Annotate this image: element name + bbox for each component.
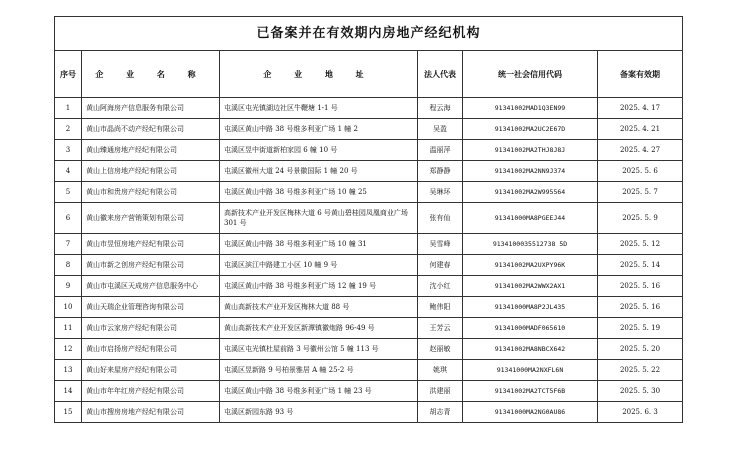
cell-expiry: 2025. 5. 14 <box>598 255 683 276</box>
table-row <box>55 381 683 402</box>
cell-seq: 9 <box>55 276 82 297</box>
cell-address: 屯溪区黄山中路 38 号维多利亚广场 12 幢 19 号 <box>220 276 418 297</box>
cell-company: 黄山市和贵房产经纪有限公司 <box>82 182 220 203</box>
cell-address: 黄山高新技术产业开发区梅林大道 88 号 <box>220 297 418 318</box>
cell-code: 91341000MADF065610 <box>463 318 598 339</box>
table-row <box>55 255 683 276</box>
header-expiry: 备案有效期 <box>598 51 683 98</box>
cell-legal: 姚琪 <box>418 360 463 381</box>
cell-address: 屯溪区黄山中路 38 号维多利亚广场 1 幢 2 <box>220 119 418 140</box>
header-address: 企 业 地 址 <box>220 51 418 98</box>
cell-address: 屯溪区新园东路 93 号 <box>220 402 418 423</box>
cell-seq: 13 <box>55 360 82 381</box>
cell-legal: 何建春 <box>418 255 463 276</box>
cell-seq: 7 <box>55 234 82 255</box>
table-row <box>55 119 683 140</box>
cell-expiry: 2025. 4. 17 <box>598 98 683 119</box>
cell-company: 黄山市屯溪区天成房产信息服务中心 <box>82 276 220 297</box>
header-legal: 法人代表 <box>418 51 463 98</box>
cell-expiry: 2025. 4. 27 <box>598 140 683 161</box>
cell-code: 91341002MA2WWX2AX1 <box>463 276 598 297</box>
cell-legal: 鲍伟阳 <box>418 297 463 318</box>
header-code: 统一社会信用代码 <box>463 51 598 98</box>
cell-legal: 郑静静 <box>418 161 463 182</box>
cell-code: 91341002MA2UXPY96K <box>463 255 598 276</box>
cell-legal: 赵丽敏 <box>418 339 463 360</box>
cell-expiry: 2025. 5. 19 <box>598 318 683 339</box>
cell-legal: 王芳云 <box>418 318 463 339</box>
cell-code: 91341002MA8NBCX642 <box>463 339 598 360</box>
cell-address: 屯溪区黄山中路 38 号维多利亚广场 1 幢 23 号 <box>220 381 418 402</box>
registry-sheet <box>54 16 682 423</box>
cell-legal: 温丽萍 <box>418 140 463 161</box>
cell-legal: 洪建丽 <box>418 381 463 402</box>
cell-company: 黄山徽来房产营销策划有限公司 <box>82 203 220 234</box>
cell-seq: 11 <box>55 318 82 339</box>
agency-table <box>54 16 683 423</box>
table-row <box>55 402 683 423</box>
header-seq: 序号 <box>55 51 82 98</box>
cell-code: 91341002MA2W995564 <box>463 182 598 203</box>
cell-seq: 4 <box>55 161 82 182</box>
cell-address: 屯溪区徽州大道 24 号景徽国际 1 幢 20 号 <box>220 161 418 182</box>
cell-expiry: 2025. 5. 16 <box>598 276 683 297</box>
cell-expiry: 2025. 5. 20 <box>598 339 683 360</box>
table-row <box>55 98 683 119</box>
table-row <box>55 360 683 381</box>
table-body <box>55 98 683 423</box>
cell-address: 屯溪区屯光镇湖边社区牛鞭塘 1-1 号 <box>220 98 418 119</box>
table-row <box>55 318 683 339</box>
cell-expiry: 2025. 5. 16 <box>598 297 683 318</box>
cell-seq: 12 <box>55 339 82 360</box>
table-row <box>55 140 683 161</box>
cell-code: 9134100035512738 5D <box>463 234 598 255</box>
cell-company: 黄山市云家房产经纪有限公司 <box>82 318 220 339</box>
table-row <box>55 203 683 234</box>
cell-code: 91341000MA2NXFL6N <box>463 360 598 381</box>
cell-legal: 程云海 <box>418 98 463 119</box>
table-row <box>55 276 683 297</box>
cell-code: 91341000MA8P2JL435 <box>463 297 598 318</box>
table-row <box>55 234 683 255</box>
cell-seq: 2 <box>55 119 82 140</box>
cell-legal: 吴雪峰 <box>418 234 463 255</box>
table-row <box>55 297 683 318</box>
cell-seq: 8 <box>55 255 82 276</box>
cell-address: 屯溪区屯光镇杜屋前路 3 号徽州公馆 5 幢 113 号 <box>220 339 418 360</box>
cell-company: 黄山阿海房产信息服务有限公司 <box>82 98 220 119</box>
cell-seq: 15 <box>55 402 82 423</box>
cell-legal: 吴盈 <box>418 119 463 140</box>
cell-expiry: 2025. 4. 21 <box>598 119 683 140</box>
cell-company: 黄山上信房地产经纪有限公司 <box>82 161 220 182</box>
cell-address: 黄山高新技术产业开发区新潭镇徽炮路 96-49 号 <box>220 318 418 339</box>
cell-company: 黄山市昱恒房地产经纪有限公司 <box>82 234 220 255</box>
page-title: 已备案并在有效期内房地产经纪机构 <box>55 17 683 51</box>
cell-code: 91341002MA2TCT5F6B <box>463 381 598 402</box>
cell-expiry: 2025. 5. 22 <box>598 360 683 381</box>
cell-code: 91341000MA2NG0AU86 <box>463 402 598 423</box>
cell-seq: 3 <box>55 140 82 161</box>
cell-address: 屯溪区滨江中路建工小区 10 幢 9 号 <box>220 255 418 276</box>
cell-address: 高新技术产业开发区梅林大道 6 号黄山碧桂园凤凰商业广场 301 号 <box>220 203 418 234</box>
cell-expiry: 2025. 5. 12 <box>598 234 683 255</box>
cell-seq: 5 <box>55 182 82 203</box>
header-company: 企 业 名 称 <box>82 51 220 98</box>
cell-company: 黄山市新之创房产经纪有限公司 <box>82 255 220 276</box>
table-row <box>55 339 683 360</box>
cell-code: 91341002MA2NN9J374 <box>463 161 598 182</box>
cell-company: 黄山市晶尚不动产经纪有限公司 <box>82 119 220 140</box>
cell-company: 黄山臻通房地产经纪有限公司 <box>82 140 220 161</box>
cell-company: 黄山好来屋房产经纪有限公司 <box>82 360 220 381</box>
cell-code: 91341002MA2UC2E67D <box>463 119 598 140</box>
cell-legal: 张有仙 <box>418 203 463 234</box>
cell-company: 黄山市启扬房产经纪有限公司 <box>82 339 220 360</box>
cell-legal: 胡志青 <box>418 402 463 423</box>
cell-seq: 6 <box>55 203 82 234</box>
cell-code: 91341002MA2THJ8J8J <box>463 140 598 161</box>
table-row <box>55 161 683 182</box>
cell-expiry: 2025. 5. 6 <box>598 161 683 182</box>
cell-legal: 沈小红 <box>418 276 463 297</box>
cell-address: 屯溪区黄山中路 38 号维多利亚广场 10 幢 25 <box>220 182 418 203</box>
cell-expiry: 2025. 5. 7 <box>598 182 683 203</box>
cell-address: 屯溪区昱中街道新柏家园 6 幢 10 号 <box>220 140 418 161</box>
cell-legal: 吴琳环 <box>418 182 463 203</box>
cell-seq: 10 <box>55 297 82 318</box>
cell-seq: 14 <box>55 381 82 402</box>
cell-expiry: 2025. 6. 3 <box>598 402 683 423</box>
cell-code: 91341002MAD1Q3EN99 <box>463 98 598 119</box>
cell-address: 屯溪区黄山中路 38 号维多利亚广场 10 幢 31 <box>220 234 418 255</box>
cell-company: 黄山市搜房房地产经纪有限公司 <box>82 402 220 423</box>
table-row <box>55 182 683 203</box>
cell-address: 屯溪区昱新路 9 号柏景雅居 A 幢 25-2 号 <box>220 360 418 381</box>
cell-company: 黄山天瑞企业管理咨询有限公司 <box>82 297 220 318</box>
cell-code: 91341000MA8PGEEJ44 <box>463 203 598 234</box>
cell-expiry: 2025. 5. 30 <box>598 381 683 402</box>
cell-seq: 1 <box>55 98 82 119</box>
cell-company: 黄山市年年红房产经纪有限公司 <box>82 381 220 402</box>
cell-expiry: 2025. 5. 9 <box>598 203 683 234</box>
